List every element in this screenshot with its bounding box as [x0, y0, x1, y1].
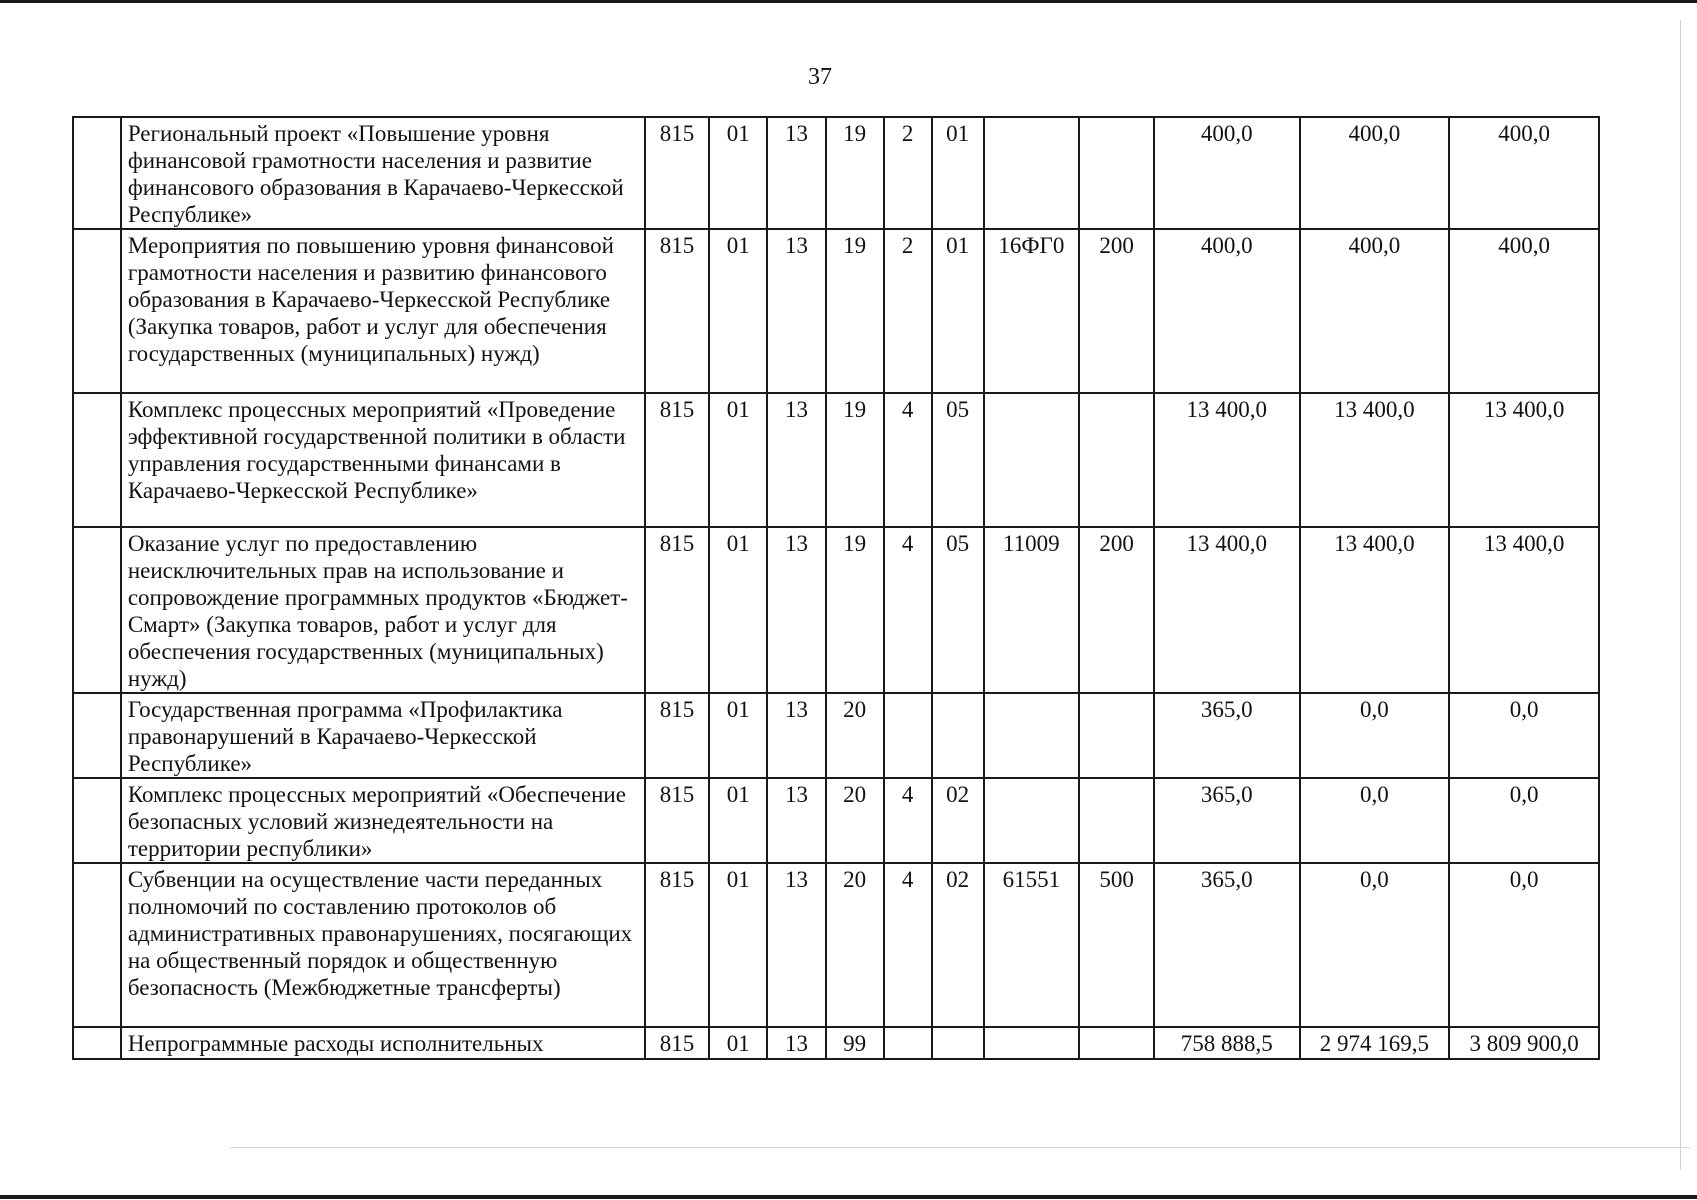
row-number-cell — [73, 527, 121, 693]
code-direction — [984, 117, 1080, 229]
expense-name: Мероприятия по повышению уровня финансовой грамотности населения и развитию финансового образования в Карачаево-Черкесской Республике (Закупка товаров, работ и услуг для обеспечения государственных (муниципальных) нужд) — [121, 229, 645, 393]
expense-name: Комплекс процессных мероприятий «Проведение эффективной государственной политики в области управления государственными финансами в Карачаево-Черкесской Республике» — [121, 393, 645, 527]
table-row — [73, 393, 1599, 527]
amount-year-1: 400,0 — [1154, 229, 1300, 393]
code-structure: 4 — [884, 527, 932, 693]
code-element: 01 — [932, 229, 984, 393]
code-ministry: 815 — [645, 863, 709, 1027]
amount-year-2: 13 400,0 — [1300, 393, 1450, 527]
code-section: 01 — [709, 229, 767, 393]
code-subsection: 13 — [767, 117, 825, 229]
table-row — [73, 778, 1599, 863]
code-direction — [984, 778, 1080, 863]
code-direction — [984, 1027, 1080, 1059]
expense-name: Оказание услуг по предоставлению неисключительных прав на использование и сопровождение программных продуктов «Бюджет-Смарт» (Закупка товаров, работ и услуг для обеспечения государственных (муниципальных) нужд) — [121, 527, 645, 693]
code-section: 01 — [709, 1027, 767, 1059]
code-element — [932, 693, 984, 778]
top-border-rule — [0, 0, 1697, 3]
code-direction: 61551 — [984, 863, 1080, 1027]
code-structure: 2 — [884, 117, 932, 229]
scan-margin-line — [1680, 20, 1681, 1170]
amount-year-1: 365,0 — [1154, 863, 1300, 1027]
amount-year-1: 365,0 — [1154, 778, 1300, 863]
expense-name: Непрограммные расходы исполнительных — [121, 1027, 645, 1059]
code-subsection: 13 — [767, 778, 825, 863]
code-program: 20 — [826, 863, 884, 1027]
code-expense-type — [1079, 117, 1154, 229]
code-expense-type: 200 — [1079, 527, 1154, 693]
amount-year-2: 2 974 169,5 — [1300, 1027, 1450, 1059]
code-element: 05 — [932, 393, 984, 527]
bottom-border-rule — [0, 1195, 1697, 1199]
code-direction — [984, 693, 1080, 778]
budget-table — [72, 116, 1600, 1060]
code-ministry: 815 — [645, 1027, 709, 1059]
amount-year-3: 13 400,0 — [1449, 393, 1599, 527]
page-number: 37 — [808, 64, 832, 90]
code-element: 02 — [932, 863, 984, 1027]
code-ministry: 815 — [645, 778, 709, 863]
code-subsection: 13 — [767, 527, 825, 693]
code-expense-type — [1079, 778, 1154, 863]
code-subsection: 13 — [767, 1027, 825, 1059]
code-structure: 4 — [884, 863, 932, 1027]
scan-artifact-line — [230, 1147, 1690, 1148]
amount-year-2: 0,0 — [1300, 778, 1450, 863]
code-section: 01 — [709, 527, 767, 693]
code-section: 01 — [709, 393, 767, 527]
expense-name: Региональный проект «Повышение уровня финансовой грамотности населения и развитие финансового образования в Карачаево-Черкесской Республике» — [121, 117, 645, 229]
code-structure — [884, 1027, 932, 1059]
amount-year-3: 0,0 — [1449, 863, 1599, 1027]
table-row — [73, 1027, 1599, 1059]
row-number-cell — [73, 693, 121, 778]
code-subsection: 13 — [767, 393, 825, 527]
amount-year-2: 0,0 — [1300, 693, 1450, 778]
code-program: 19 — [826, 393, 884, 527]
row-number-cell — [73, 863, 121, 1027]
code-program: 99 — [826, 1027, 884, 1059]
amount-year-2: 400,0 — [1300, 117, 1450, 229]
code-program: 20 — [826, 693, 884, 778]
code-element: 05 — [932, 527, 984, 693]
table-row — [73, 863, 1599, 1027]
code-ministry: 815 — [645, 117, 709, 229]
row-number-cell — [73, 117, 121, 229]
table-row — [73, 229, 1599, 393]
code-element: 02 — [932, 778, 984, 863]
row-number-cell — [73, 393, 121, 527]
row-number-cell — [73, 1027, 121, 1059]
code-program: 20 — [826, 778, 884, 863]
code-subsection: 13 — [767, 693, 825, 778]
amount-year-2: 0,0 — [1300, 863, 1450, 1027]
amount-year-3: 0,0 — [1449, 778, 1599, 863]
amount-year-2: 400,0 — [1300, 229, 1450, 393]
code-direction: 11009 — [984, 527, 1080, 693]
code-structure: 4 — [884, 393, 932, 527]
code-section: 01 — [709, 778, 767, 863]
amount-year-1: 13 400,0 — [1154, 527, 1300, 693]
code-direction — [984, 393, 1080, 527]
table-row — [73, 693, 1599, 778]
code-section: 01 — [709, 117, 767, 229]
code-expense-type — [1079, 393, 1154, 527]
code-element — [932, 1027, 984, 1059]
amount-year-3: 3 809 900,0 — [1449, 1027, 1599, 1059]
row-number-cell — [73, 229, 121, 393]
expense-name: Субвенции на осуществление части переданных полномочий по составлению протоколов об административных правонарушениях, посягающих на общественный порядок и общественную безопасность (Межбюджетные трансферты) — [121, 863, 645, 1027]
amount-year-1: 400,0 — [1154, 117, 1300, 229]
code-ministry: 815 — [645, 693, 709, 778]
row-number-cell — [73, 778, 121, 863]
expense-name: Государственная программа «Профилактика правонарушений в Карачаево-Черкесской Республике» — [121, 693, 645, 778]
code-structure: 4 — [884, 778, 932, 863]
expense-name: Комплекс процессных мероприятий «Обеспечение безопасных условий жизнедеятельности на территории республики» — [121, 778, 645, 863]
code-subsection: 13 — [767, 863, 825, 1027]
code-expense-type — [1079, 1027, 1154, 1059]
code-direction: 16ФГ0 — [984, 229, 1080, 393]
amount-year-3: 0,0 — [1449, 693, 1599, 778]
amount-year-3: 400,0 — [1449, 229, 1599, 393]
code-ministry: 815 — [645, 393, 709, 527]
amount-year-2: 13 400,0 — [1300, 527, 1450, 693]
table-row — [73, 527, 1599, 693]
table-row — [73, 117, 1599, 229]
code-structure — [884, 693, 932, 778]
code-expense-type: 200 — [1079, 229, 1154, 393]
amount-year-1: 365,0 — [1154, 693, 1300, 778]
code-section: 01 — [709, 693, 767, 778]
amount-year-3: 400,0 — [1449, 117, 1599, 229]
code-expense-type — [1079, 693, 1154, 778]
amount-year-1: 13 400,0 — [1154, 393, 1300, 527]
amount-year-3: 13 400,0 — [1449, 527, 1599, 693]
code-section: 01 — [709, 863, 767, 1027]
code-expense-type: 500 — [1079, 863, 1154, 1027]
code-ministry: 815 — [645, 527, 709, 693]
amount-year-1: 758 888,5 — [1154, 1027, 1300, 1059]
code-structure: 2 — [884, 229, 932, 393]
code-element: 01 — [932, 117, 984, 229]
code-program: 19 — [826, 229, 884, 393]
code-ministry: 815 — [645, 229, 709, 393]
code-program: 19 — [826, 527, 884, 693]
code-subsection: 13 — [767, 229, 825, 393]
code-program: 19 — [826, 117, 884, 229]
